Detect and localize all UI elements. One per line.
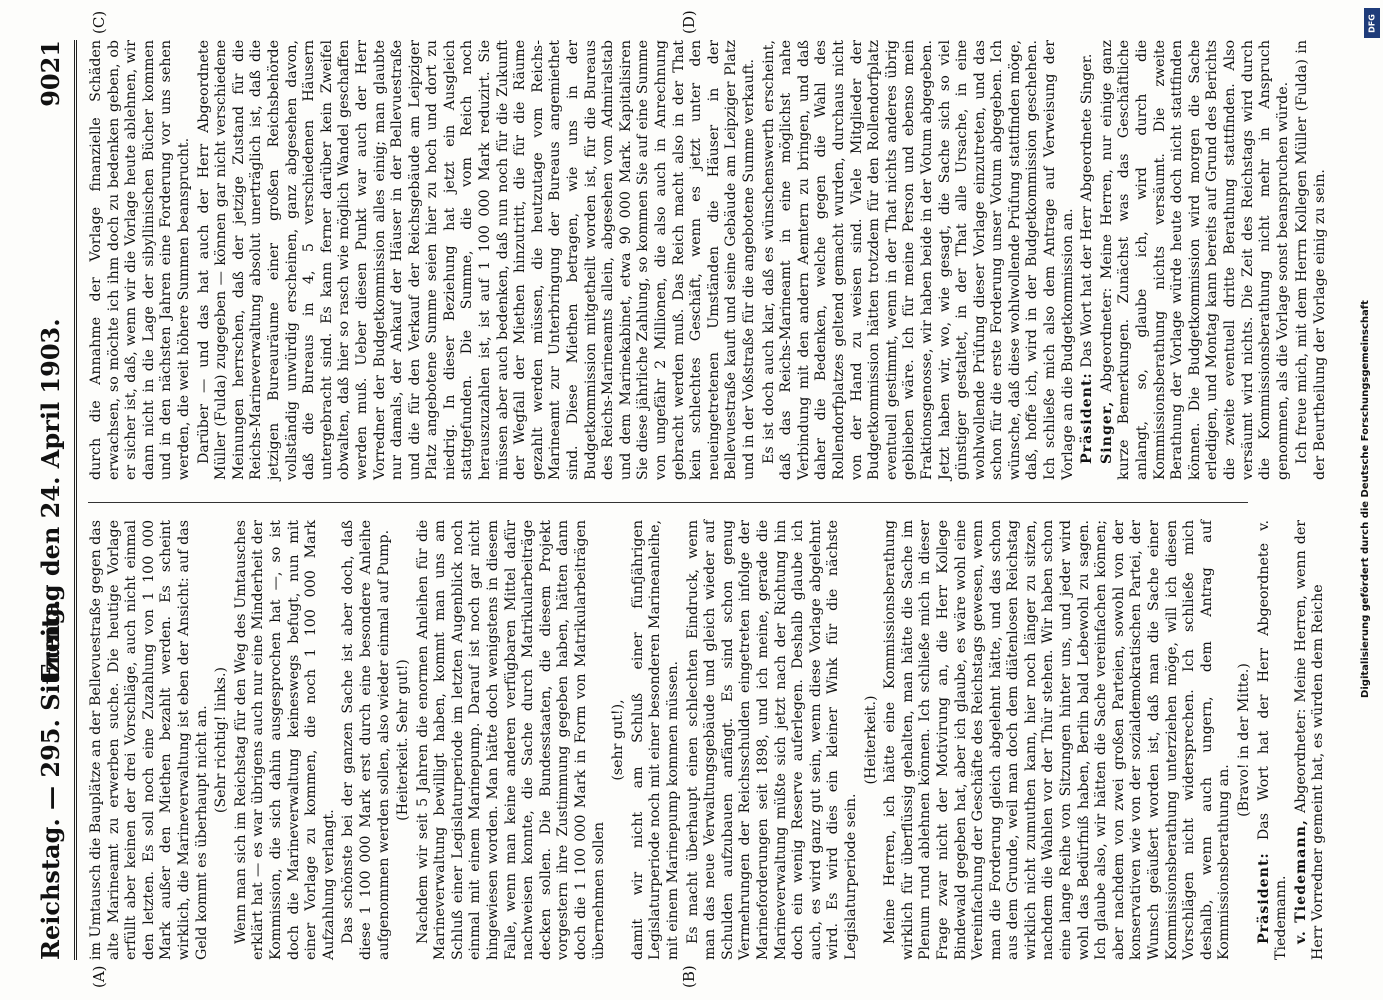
paragraph: Meine Herren, ich hätte eine Kommissionsberathung wirklich für überflüssig gehalten, man hätte die Sache im Plenum rund ablehnen können. Ich schließe mich in dieser Frage zwar nicht der Motivirung an, die Herr Kollege Bindewald gegeben hat, aber ich glaube, es wäre wohl eine Vereinfachung der Geschäfte des Reichstags gewesen, wenn man die Forderung gleich abgelehnt hätte, und das schon aus dem Grunde, weil man doch dem diätenlosen Reichstag wirklich nicht zumuthen kann, hier noch länger zu sitzen, nachdem die Wahlen vor der Thür stehen. Wir haben schon eine lange Reihe von Sitzungen hinter uns, und jeder wird wohl das Bedürfniß haben, Berlin bald Lebewohl zu sagen. Ich glaube also, wir hätten die Sache vereinfachen können; aber nachdem von zwei großen Parteien, sowohl von der konservativen wie von der sozialdemokratischen Partei, der Wunsch geäußert worden ist, daß man die Sache einer Kommissionsberathung unterziehen möge, will ich diesen Vorschlägen nicht widersprechen. Ich schließe mich deshalb, wenn auch ungern, dem Antrag auf Kommissionsberathung an. <box>882 520 1233 960</box>
funding-note-text: Digitalisierung gefördert durch die Deutsche Forschungsgemeinschaft <box>1360 300 1371 698</box>
margin-marker-c: (C) <box>90 10 108 34</box>
speech-text: Das Wort hat der Herr Abgeordnete Singer. <box>1079 53 1096 373</box>
paragraph: Das schönste bei der ganzen Sache ist aber doch, daß diese 1 100 000 Mark erst durch eine besondere Anleihe aufgenommen werden sollen, also wieder einmal auf Pump. <box>340 520 392 960</box>
paragraph <box>1099 40 1293 480</box>
speaker-name: Singer, <box>1098 400 1115 464</box>
page-header <box>30 40 77 960</box>
paragraph: durch die Annahme der Vorlage finanzielle Schäden erwachsen, so möchte ich ihm doch zu bedenken geben, ob er sicher ist, daß, wenn wir die Vorlage heute ablehnen, wir dann nicht in die Lage der sibyllinischen Bücher kommen und in den nächsten Jahren eine Forderung vor uns sehen werden, die weit höhere Summen beansprucht. <box>88 40 192 480</box>
paragraph: Nachdem wir seit 5 Jahren die enormen Anleihen für die Marineverwaltung bewilligt haben, kommt man uns am Schluß einer Legislaturperiode im letzten Augenblick noch einmal mit einem Marinepump. Darauf ist noch gar nicht hingewiesen worden. Man hätte doch wenigstens in diesem Falle, wenn man keine anderen verfügbaren Mittel dafür nachweisen konnte, die Sache durch Matrikularbeiträge decken sollen. Die Bundesstaaten, die diesem Projekt vorgestern ihre Zustimmung gegeben haben, hätten dann doch die 1 100 000 Mark in Form von Matrikularbeiträgen übernehmen sollen <box>414 520 607 960</box>
header-date: Freitag den 24. April 1903. <box>36 318 65 682</box>
paragraph <box>1256 520 1291 960</box>
paragraph: Wenn man sich im Reichstag für den Weg des Umtausches erklärt hat — es war übrigens auch nur eine Minderheit der Kommission, die sich dahin ausgesprochen hat —, so ist doch die Marineverwaltung keineswegs befugt, nun mit einer Vorlage zu kommen, die noch 1 100 000 Mark Aufzahlung verlangt. <box>232 520 337 960</box>
speaker-name: v. Tiedemann, <box>1292 819 1309 944</box>
speech-text: Abgeordneter: Meine Herren, wenn der Herr Vorredner gemeint hat, es würden dem Reiche <box>1292 519 1327 960</box>
right-column <box>88 40 1332 480</box>
interjection: (Heiterkeit. Sehr gut!) <box>395 659 412 821</box>
paragraph: Darüber — und das hat auch der Herr Abgeordnete Müller (Fulda) zugegeben — können gar nicht verschiedene Meinungen herrschen, daß der jetzige Zustand für die Reichs-Marineverwaltung absolut unerträglich ist, daß die jetzigen Bureauräume einer großen Reichsbehörde vollständig unwürdig erscheinen, ganz abgesehen davon, daß die Bureaus in 4, 5 verschiedenen Häusern untergebracht sind. Es kann ferner darüber kein Zweifel obwalten, daß hier so rasch wie möglich Wandel geschaffen werden muß. Ueber diesen Punkt war auch der Herr Vorredner der Budgetkommission alles einig; man glaubte nur damals, der Ankauf der Häuser in der Bellevuestraße und die für den Verkauf der Reichsgebäude am Leipziger Platz angebotene Summe seien hier zu hoch und dort zu niedrig. In dieser Beziehung hat jetzt ein Ausgleich stattgefunden. Die Summe, die vom Reich noch herauszuzahlen ist, ist auf 1 100 000 Mark reduzirt. Sie müssen aber auch bedenken, daß nun noch für die Zukunft der Wegfall der Miethen hinzutritt, die für die Räume gezahlt werden müssen, die heutzutage vom Reichs-Marineamt zur Unterbringung der Bureaus angemiethet sind. Diese Miethen betragen, wie uns in der Budgetkommission mitgetheilt worden ist, für die Bureaus des Reichs-Marineamts allein, abgesehen vom Admiralstab und dem Marinekabinet, etwa 90 000 Mark. Kapitalisiren Sie diese jährliche Zahlung, so kommen Sie auf eine Summe von ungefähr 2 Millionen, die also auch in Anrechnung gebracht werden muß. Das Reich macht also in der That kein schlechtes Geschäft, wenn es jetzt unter den neueingetretenen Umständen die Häuser in der Bellevuestraße kauft und seine Gebäude am Leipziger Platz und in der Voßstraße für die angebotene Summe verkauft. <box>195 40 757 480</box>
speech-text: Das Wort hat der Herr Abgeordnete v. Tiedemann. <box>1255 520 1290 960</box>
page-number: 9021 <box>36 40 65 107</box>
paragraph: damit wir nicht am Schluß einer fünfjährigen Legislaturperiode noch mit einer besonderen Marineanleihe, mit einem Marinepump kommen müssen. <box>629 520 681 960</box>
left-column <box>88 520 1330 960</box>
paragraph: im Umtausch die Bauplätze an der Bellevuestraße gegen das alte Marineamt zu erwerben suche. Die heutige Vorlage erfüllt aber keinen der drei Vorschläge, auch nicht einmal den letzten. Es soll noch eine Zuzahlung von 1 100 000 Mark außer den Miethen bezahlt werden. Es scheint wirklich, die Marineverwaltung ist eben der Ansicht: auf das Geld kommt es überhaupt nicht an. <box>88 520 210 960</box>
paragraph <box>1079 40 1097 480</box>
speaker-name: Präsident: <box>1255 852 1272 944</box>
column-rule <box>88 502 1248 503</box>
margin-marker-b: (B) <box>680 965 698 988</box>
speech-text: Abgeordneter: Meine Herren, nur einige ganz kurze Bemerkungen. Zunächst was das Geschäftliche anlangt, so, glaube ich, wird durch die Kommissionsberathung nichts versäumt. Die zweite Berathung der Vorlage würde heute doch nicht stattfinden können. Die Budgetkommission wird morgen die Sache erledigen, und Montag kann bereits auf Grund des Berichts die zweite eventuell dritte Berathung stattfinden. Also versäumt wird nichts. Die Zeit des Reichstags wird durch die Kommissionsberathung nicht mehr in Anspruch genommen, als die Vorlage sonst beanspruchen würde. <box>1098 40 1291 480</box>
interjection: (Sehr richtig! links.) <box>213 666 230 814</box>
interjection: (Heiterkeit.) <box>862 695 879 785</box>
interjection: (Bravo! in der Mitte.) <box>1236 663 1252 817</box>
dfg-logo: DFG <box>1364 8 1380 38</box>
paragraph: Ich freue mich, mit dem Herrn Kollegen Müller (Fulda) in der Beurtheilung der Vorlage einig zu sein. <box>1294 40 1328 480</box>
paragraph: Es macht überhaupt einen schlechten Eindruck, wenn man das neue Verwaltungsgebäude und gleich wieder auf Schulden aufzubauen anfängt. Es sind schon genug Vermehrungen der Reichsschulden eingetreten infolge der Marineforderungen seit 1898, und ich meine, gerade die Marineverwaltung müßte sich jetzt nach der Richtung hin doch ein wenig Reserve auferlegen. Deshalb glaube ich auch, es wird ganz gut sein, wenn diese Vorlage abgelehnt wird. Es wird dies ein kleiner Wink für die nächste Legislaturperiode sein. <box>684 520 859 960</box>
speaker-name: Präsident: <box>1079 372 1096 464</box>
paragraph: Es ist doch auch klar, daß es wünschenswerth erscheint, daß das Reichs-Marineamt in eine möglichst nahe Verbindung mit den andern Aemtern zu bringen, und daß daher die Bedenken, welche gegen die Wahl des Rollendorfplatzes geltend gemacht wurden, durchaus nicht von der Hand zu weisen sind. Viele Mitglieder der Budgetkommission hätten trotzdem für den Rollendorfplatz eventuell gestimmt, wenn in der That nichts anderes übrig geblieben wäre. Ich für meine Person und ebenso mein Fraktionsgenosse, wir haben beide in der Votum abgegeben. Jetzt haben wir, wo, wie gesagt, die Sache sich so viel günstiger gestaltet, in der That alle Ursache, in eine wohlwollende Prüfung dieser Vorlage einzutreten, und das schon für die erste Forderung unser Votum abgegeben. Ich wünsche, daß diese wohlwollende Prüfung stattfinden möge, daß, hoffe ich, wird in der Budgetkommission geschehen. Ich schließe mich also dem Antrage auf Verweisung der Vorlage an die Budgetkommission an. <box>760 40 1076 480</box>
margin-marker-a: (A) <box>90 965 108 988</box>
interjection: (sehr gut!), <box>610 699 627 781</box>
funding-note <box>1356 0 1380 1000</box>
header-left: Reichstag. — 295. Sitzung. <box>36 599 65 960</box>
paragraph <box>1293 520 1328 960</box>
margin-marker-d: (D) <box>680 10 698 34</box>
